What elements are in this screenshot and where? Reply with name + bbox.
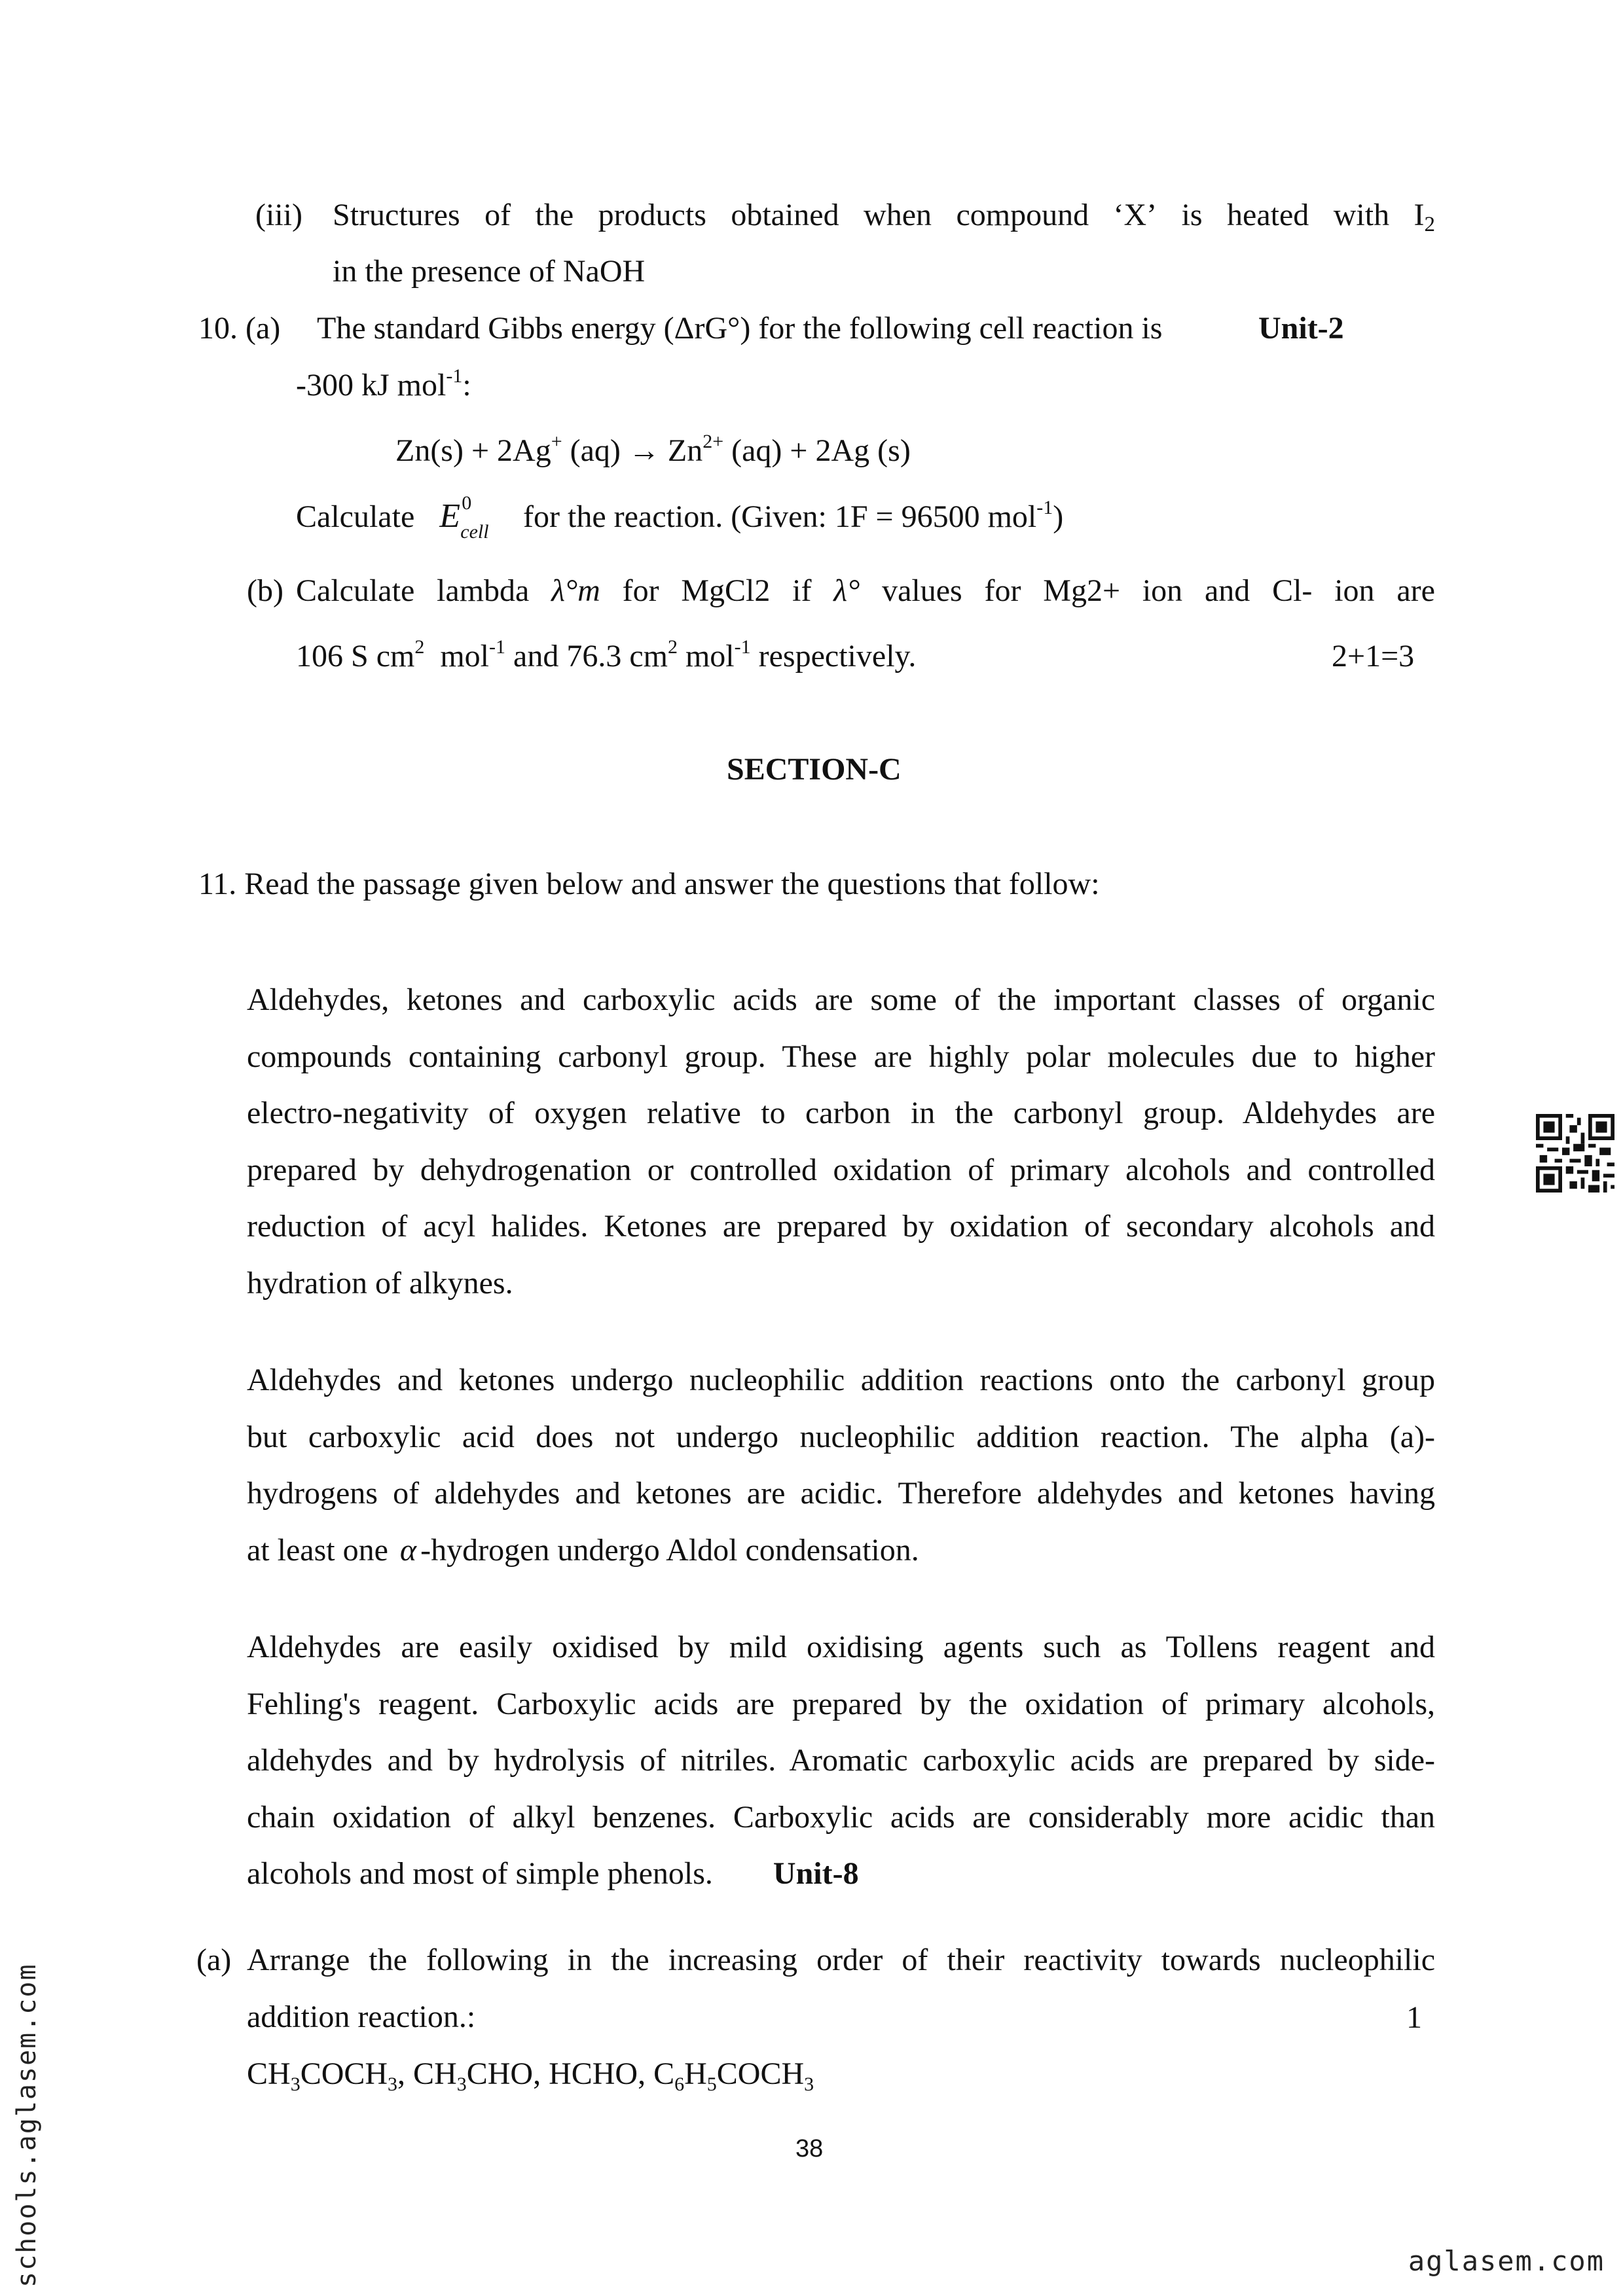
- q10b-label: (b): [247, 573, 283, 608]
- word: obtained: [731, 198, 839, 232]
- passage-line: Aldehydes and ketones undergo nucleophilic addition reactions onto the carbonyl group: [247, 1363, 1435, 1397]
- q11a-line2: addition reaction.:: [247, 1999, 476, 2034]
- q11a-line1: Arrange the following in the increasing order of their reactivity towards nucleophilic: [247, 1943, 1435, 1977]
- q11a-question: [247, 1932, 1435, 2045]
- mgcl2: MgCl2: [681, 573, 771, 608]
- passage-line: hydration of alkynes.: [247, 1265, 513, 1300]
- passage-line: Fehling's reagent. Carboxylic acids are prepared by the oxidation of primary alcohols,: [247, 1686, 1435, 1721]
- lambda-m-symbol: λ°m: [551, 573, 600, 608]
- word: with: [1333, 198, 1390, 232]
- q10-unit-label: Unit-2: [1258, 311, 1344, 346]
- iodine-subscript: 2: [1424, 213, 1435, 236]
- qr-code-icon: [1536, 1114, 1614, 1193]
- passage-line: hydrogens of aldehydes and ketones are acidic. Therefore aldehydes and ketones having: [247, 1476, 1435, 1511]
- section-c-heading: SECTION-C: [727, 752, 902, 787]
- cl-ion: Cl-: [1272, 573, 1313, 608]
- word: for: [622, 573, 659, 608]
- q9-iii-line2: in the presence of NaOH: [333, 254, 646, 289]
- page-number: 38: [795, 2135, 824, 2162]
- q10b-line2: 106 S $cm^2$ mol$^{-1}$ and 76.3 $cm^2$ mol$^{-1}$ respectively.: [296, 636, 917, 673]
- q10-marks: 2+1=3: [1332, 639, 1415, 673]
- word: of: [484, 198, 511, 232]
- word: ion: [1142, 573, 1183, 608]
- passage-paragraph-3: [247, 1619, 1435, 1903]
- word: heated: [1227, 198, 1309, 232]
- passage-line: prepared by dehydrogenation or controlled oxidation of primary alcohols and controlled: [247, 1152, 1435, 1187]
- passage-line: at least one α -hydrogen undergo Aldol condensation.: [247, 1532, 919, 1568]
- q11-unit-label: Unit-8: [773, 1856, 859, 1891]
- side-watermark: schools.aglasem.com: [12, 1963, 42, 2287]
- word: Calculate: [296, 573, 415, 608]
- footer-watermark: aglasem.com: [1408, 2245, 1605, 2277]
- word: ion: [1334, 573, 1375, 608]
- q10a-line1: The standard Gibbs energy (ΔrG°) for the following cell reaction is: [317, 311, 1163, 346]
- passage-line: Aldehydes are easily oxidised by mild oxidising agents such as Tollens reagent and: [247, 1630, 1435, 1664]
- word: and: [1204, 573, 1250, 608]
- word: are: [1396, 573, 1435, 608]
- passage-line: aldehydes and by hydrolysis of nitriles. Aromatic carboxylic acids are prepared by side-: [247, 1743, 1435, 1778]
- passage-line: compounds containing carbonyl group. These are highly polar molecules due to higher: [247, 1039, 1435, 1074]
- passage-line: chain oxidation of alkyl benzenes. Carboxylic acids are considerably more acidic than: [247, 1799, 1435, 1835]
- word: when: [864, 198, 932, 232]
- word: Structures: [333, 198, 460, 232]
- passage-paragraph-1: [247, 972, 1435, 1312]
- word: products: [598, 198, 706, 232]
- passage-line: Aldehydes, ketones and carboxylic acids are some of the important classes of organic: [247, 982, 1435, 1017]
- e-cell-symbol: E 0 cell: [439, 492, 489, 543]
- q11-intro: 11. Read the passage given below and answer the questions that follow:: [198, 867, 1100, 901]
- q11a-compounds: $CH_3COCH_3$, $CH_3CHO$, HCHO, $C_6H_5COCH_3$: [247, 2056, 814, 2095]
- q11a-label: (a): [196, 1943, 232, 1977]
- passage-line: reduction of acyl halides. Ketones are prepared by oxidation of secondary alcohols and: [247, 1209, 1435, 1244]
- word: values: [882, 573, 962, 608]
- q10-number: 10. (a): [198, 311, 281, 346]
- passage-line: alcohols and most of simple phenols. Unit-8: [247, 1856, 859, 1891]
- word: compound: [956, 198, 1089, 232]
- passage-line: electro-negativity of oxygen relative to carbon in the carbonyl group. Aldehydes are: [247, 1096, 1435, 1130]
- word: lambda: [437, 573, 530, 608]
- word: if: [792, 573, 812, 608]
- lambda-symbol: λ°: [833, 573, 860, 608]
- word: ‘X’: [1113, 198, 1158, 232]
- q10a-calculate-line: Calculate E 0 cell for the reaction. (Given: 1F = 96500 mol$^{-1}$): [296, 492, 1064, 543]
- passage-paragraph-2: [247, 1352, 1435, 1579]
- alpha-symbol: α: [399, 1532, 417, 1568]
- q10b-line1: [296, 572, 1435, 610]
- q9-iii-number: (iii): [255, 198, 302, 232]
- q9-iii-line1: [333, 196, 1435, 234]
- q11a-marks: 1: [1406, 2000, 1422, 2035]
- mg-ion: Mg2+: [1043, 573, 1121, 608]
- passage-line: but carboxylic acid does not undergo nucleophilic addition reaction. The alpha (a)-: [247, 1419, 1435, 1454]
- word: for: [984, 573, 1021, 608]
- iodine: I2: [1413, 198, 1435, 236]
- q10a-cell-reaction: Zn(s) + 2Ag+ $(aq) \to Zn^{2+}$ (aq) + 2Ag (s): [395, 431, 911, 468]
- word: is: [1181, 198, 1203, 232]
- word: the: [535, 198, 574, 232]
- q10a-gibbs-value: -300 kJ mol$^{-1}$:: [296, 365, 471, 403]
